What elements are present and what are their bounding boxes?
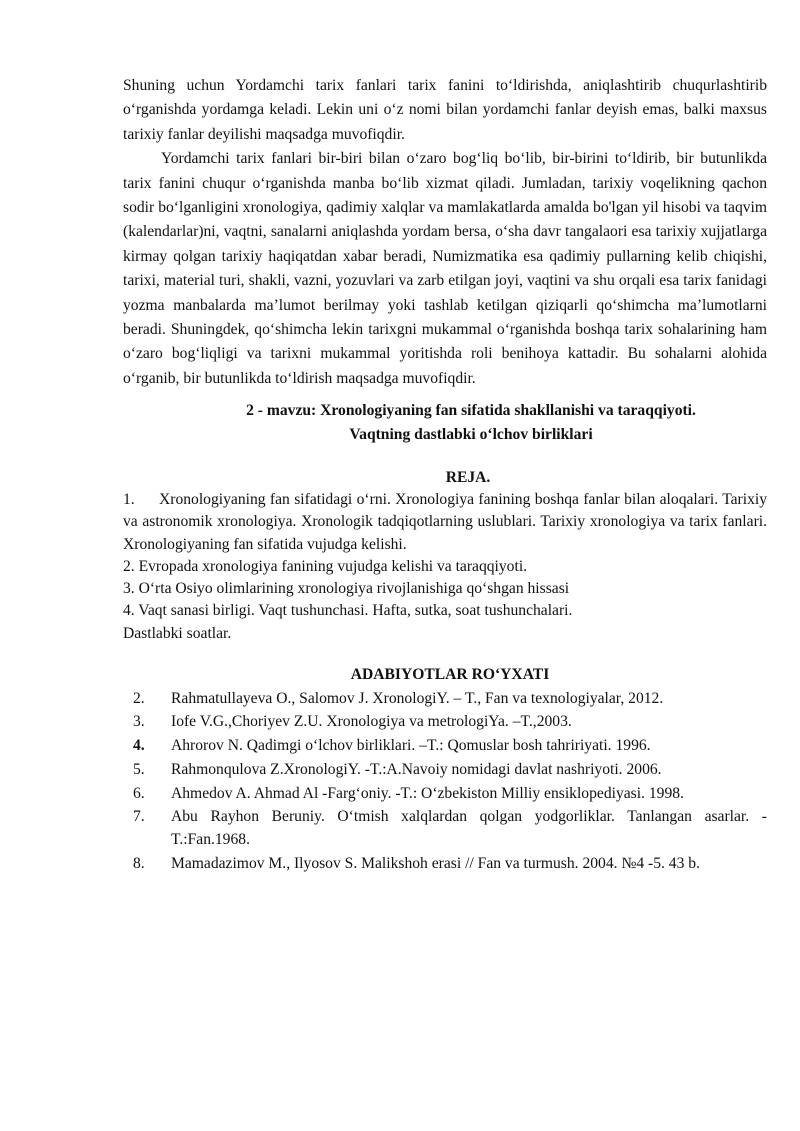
- literature-item-number: 3.: [133, 713, 145, 731]
- literature-item-text: Iofe V.G.,Choriyev Z.U. Xronologiya va metrologiYa. –T.,2003.: [171, 713, 572, 731]
- literature-item-text: Mamadazimov M., Ilyosov S. Malikshoh erasi // Fan va turmush. 2004. №4 -5. 43 b.: [171, 855, 700, 873]
- plan-item-text: Xronologiyaning fan sifatidagi o‘rni. Xronologiya fanining boshqa fanlar bilan aloqalari. Tarixiy va astronomik xronologiya. Xronologik tadqiqotlarning uslublari. Tarixiy xronologiya va tarix fanlari. Xronologiyaning fan sifatida vujudga kelishi.: [123, 491, 767, 553]
- literature-item: [123, 852, 767, 875]
- literature-item-number: 8.: [133, 855, 145, 873]
- plan-item-3: 3. O‘rta Osiyo olimlarining xronologiya rivojlanishiga qo‘shgan hissasi: [123, 580, 570, 598]
- literature-item-text: Abu Rayhon Beruniy. O‘tmish xalqlardan qolgan yodgorliklar. Tanlangan asarlar. -T.:Fan.1968.: [171, 808, 767, 849]
- literature-item-text: Rahmatullayeva O., Salomov J. XronologiY. – T., Fan va texnologiyalar, 2012.: [171, 689, 664, 707]
- topic-heading: [123, 399, 767, 447]
- literature-item: [123, 782, 767, 805]
- literature-item-number: 4.: [133, 737, 145, 755]
- plan-item-4-continuation: Dastlabki soatlar.: [123, 624, 232, 642]
- literature-item: [123, 710, 767, 733]
- plan-item-2: 2. Evropada xronologiya fanining vujudga kelishi va taraqqiyoti.: [123, 557, 528, 575]
- literature-item-text: Rahmonqulova Z.XronologiY. -T.:A.Navoiy nomidagi davlat nashriyoti. 2006.: [171, 760, 662, 778]
- topic-heading-line-1: 2 - mavzu: Xronologiyaning fan sifatida shakllanishi va taraqqiyoti.: [246, 402, 696, 420]
- plan-item-4: 4. Vaqt sanasi birligi. Vaqt tushunchasi. Hafta, sutka, soat tushunchalari.: [123, 602, 573, 620]
- literature-item: [123, 805, 767, 851]
- literature-item: [123, 758, 767, 781]
- literature-item: [123, 734, 767, 757]
- literature-item-text: Ahrorov N. Qadimgi o‘lchov birliklari. –T.: Qomuslar bosh tahririyati. 1996.: [171, 737, 651, 755]
- paragraph-auxiliary-sciences: Yordamchi tarix fanlari bir-biri bilan o‘zaro bog‘liq bo‘lib, bir-birini to‘ldirib, bir butunlikda tarix fanini chuqur o‘rganishda manba bo‘lib xizmat qiladi. Jumladan, tarixiy voqelikning qachon sodir bo‘lganligini xronologiya, qadimiy xalqlar va mamlakatlarda amalda bo'lgan yil hisobi va taqvim (kalendarlar)ni, vaqtni, sanalarni aniqlashda yordam bersa, o‘sha davr tangalaori esa tarixiy xujjatlarga kirmay qolgan tarixiy haqiqatdan xabar beradi, Numizmatika esa qadimiy pullarning kelib chiqishi, tarixi, material turi, shakli, vazni, yozuvlari va zarb etilgan joyi, vaqtini va shu orqali esa tarix fanidagi yozma manbalarda ma’lumot berilmay yoki tashlab ketilgan qiziqarli qo‘shimcha ma’lumotlarni beradi. Shuningdek, qo‘shimcha lekin tarixgni mukammal o‘rganishda boshqa tarix sohalarining ham o‘zaro bog‘liqligi va tarixni mukammal yoritishda roli benihoya kattadir. Bu sohalarni alohida o‘rganib, bir butunlikda to‘ldirish maqsadga muvofiqdir.: [123, 150, 767, 387]
- literature-title: ADABIYOTLAR RO‘YXATI: [350, 665, 550, 683]
- paragraph-intro: Shuning uchun Yordamchi tarix fanlari tarix fanini to‘ldirishda, aniqlashtirib chuqurlashtirib o‘rganishda yordamga keladi. Lekin uni o‘z nomi bilan yordamchi fanlar deyish emas, balki maxsus tarixiy fanlar deyilishi maqsadga muvofiqdir.: [123, 77, 767, 143]
- literature-item-text: Ahmedov A. Ahmad Al -Farg‘oniy. -T.: O‘zbekiston Milliy ensiklopediyasi. 1998.: [171, 784, 684, 802]
- topic-heading-line-2: Vaqtning dastlabki o‘lchov birliklari: [349, 426, 593, 444]
- literature-list: [123, 687, 767, 876]
- literature-item-number: 6.: [133, 784, 145, 802]
- literature-item: [123, 687, 767, 710]
- literature-item-number: 7.: [133, 808, 145, 826]
- literature-item-number: 5.: [133, 760, 145, 778]
- document-page: [123, 74, 767, 876]
- literature-item-number: 2.: [133, 689, 145, 707]
- plan-item-number: 1.: [123, 491, 135, 509]
- plan-list: [123, 489, 767, 644]
- plan-item-1: [123, 489, 767, 556]
- plan-title: REJA.: [445, 469, 491, 487]
